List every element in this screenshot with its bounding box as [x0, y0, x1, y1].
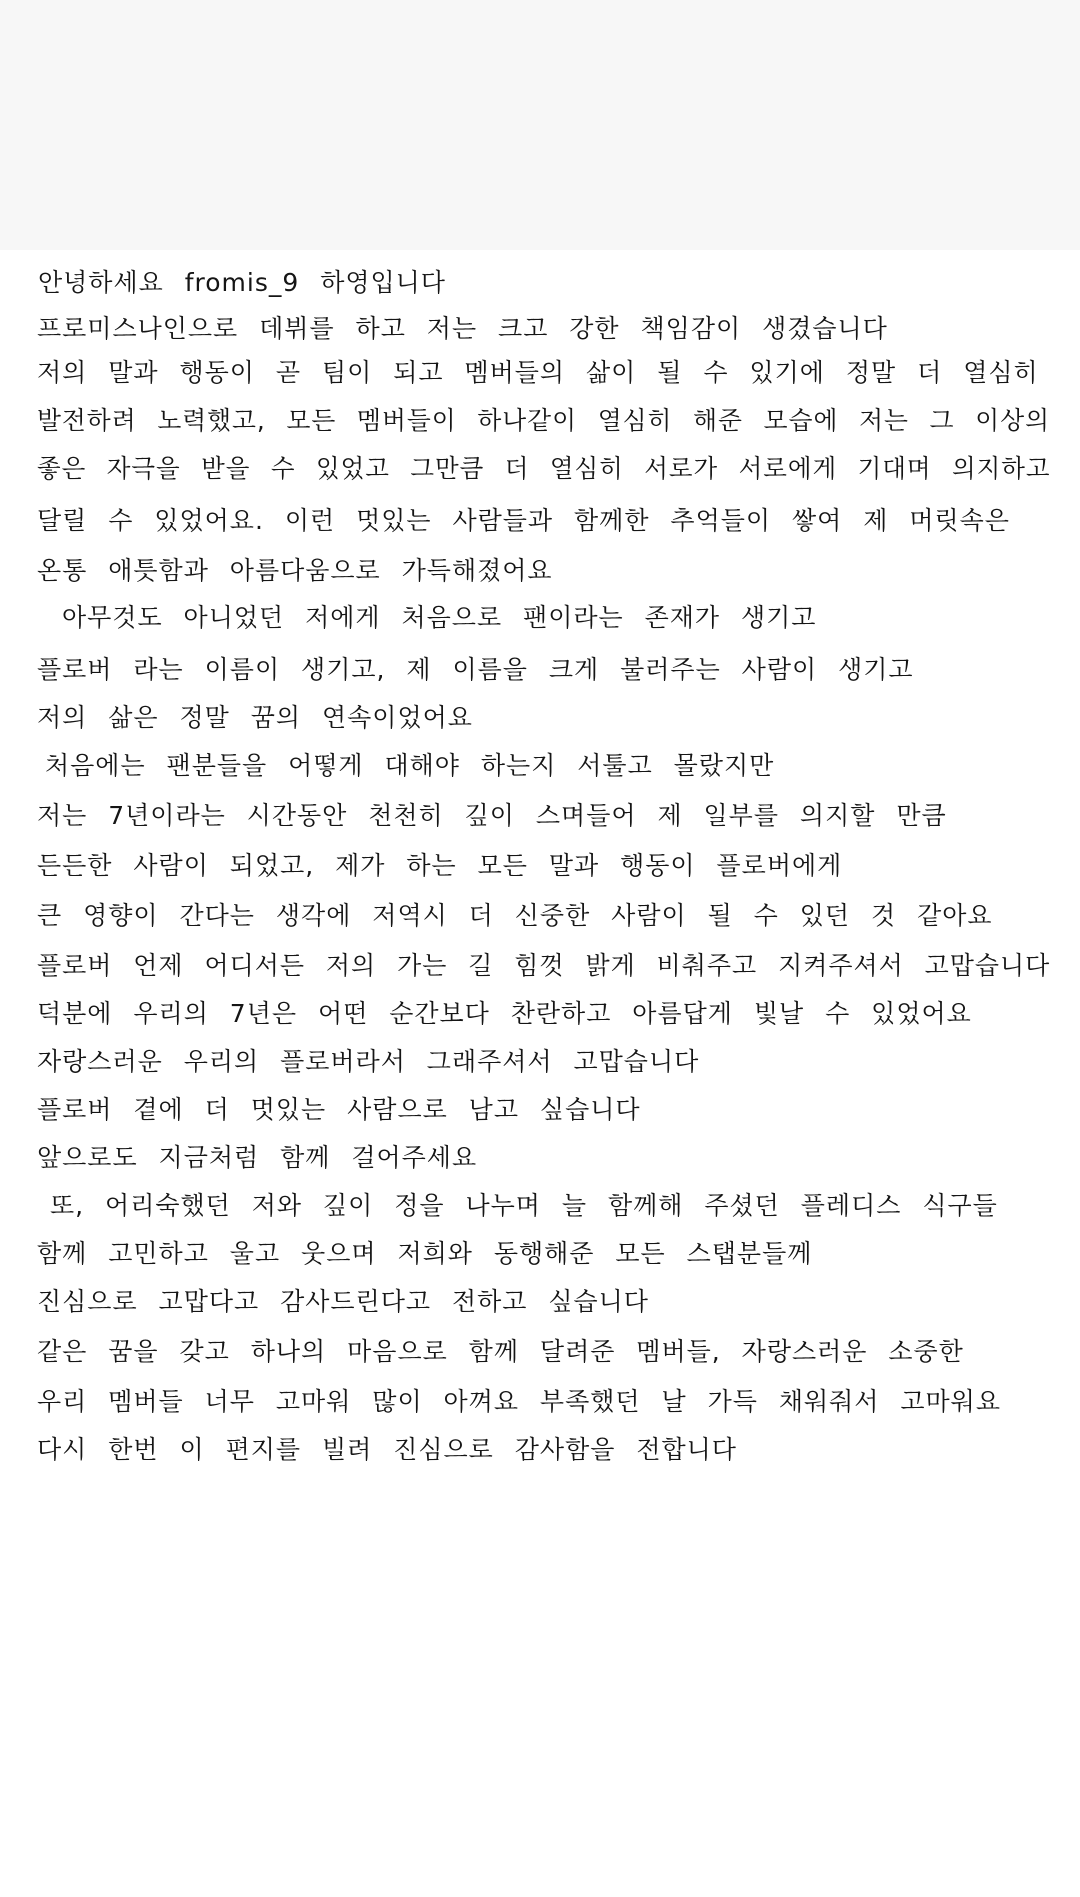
letter-line-4: 발전하려 노력했고, 모든 멤버들이 하나같이 열심히 해준 모습에 저는 그 이상의 — [37, 406, 1050, 435]
letter-line-9: 플로버 라는 이름이 생기고, 제 이름을 크게 불러주는 사람이 생기고 — [37, 655, 914, 684]
letter-line-21: 함께 고민하고 울고 웃으며 저희와 동행해준 모든 스탭분들께 — [37, 1239, 813, 1268]
letter-line-18: 플로버 곁에 더 멋있는 사람으로 남고 싶습니다 — [37, 1095, 641, 1124]
letter-line-15: 플로버 언제 어디서든 저의 가는 길 힘껏 밝게 비춰주고 지켜주셔서 고맙습니다 — [37, 951, 1051, 980]
letter-line-17: 자랑스러운 우리의 플로버라서 그래주셔서 고맙습니다 — [37, 1047, 700, 1076]
letter-line-7: 온통 애틋함과 아름다움으로 가득해졌어요 — [37, 556, 553, 585]
letter-line-12: 저는 7년이라는 시간동안 천천히 깊이 스며들어 제 일부를 의지할 만큼 — [37, 801, 947, 830]
letter-line-23: 같은 꿈을 갖고 하나의 마음으로 함께 달려준 멤버들, 자랑스러운 소중한 — [37, 1337, 964, 1366]
letter-line-6: 달릴 수 있었어요. 이런 멋있는 사람들과 함께한 추억들이 쌓여 제 머릿속은 — [37, 506, 1010, 535]
letter-line-24: 우리 멤버들 너무 고마워 많이 아껴요 부족했던 날 가득 채워줘서 고마워요 — [37, 1387, 1001, 1416]
letter-line-13: 든든한 사람이 되었고, 제가 하는 모든 말과 행동이 플로버에게 — [37, 851, 843, 880]
letter-line-8: 아무것도 아니었던 저에게 처음으로 팬이라는 존재가 생기고 — [62, 603, 817, 632]
handwritten-letter — [0, 250, 1080, 1897]
letter-line-1: 안녕하세요 fromis_9 하영입니다 — [38, 268, 446, 297]
top-blank-band — [0, 0, 1080, 250]
letter-line-14: 큰 영향이 간다는 생각에 저역시 더 신중한 사람이 될 수 있던 것 같아요 — [37, 901, 993, 930]
letter-line-10: 저의 삶은 정말 꿈의 연속이었어요 — [37, 703, 473, 732]
letter-line-3: 저의 말과 행동이 곧 팀이 되고 멤버들의 삶이 될 수 있기에 정말 더 열심히 — [37, 358, 1039, 387]
letter-line-19: 앞으로도 지금처럼 함께 걸어주세요 — [37, 1143, 478, 1172]
letter-line-16: 덕분에 우리의 7년은 어떤 순간보다 찬란하고 아름답게 빛날 수 있었어요 — [37, 999, 972, 1028]
letter-line-2: 프로미스나인으로 데뷔를 하고 저는 크고 강한 책임감이 생겼습니다 — [37, 314, 888, 343]
letter-line-20: 또, 어리숙했던 저와 깊이 정을 나누며 늘 함께해 주셨던 플레디스 식구들 — [50, 1191, 998, 1220]
letter-line-22: 진심으로 고맙다고 감사드린다고 전하고 싶습니다 — [37, 1287, 649, 1316]
letter-line-11: 처음에는 팬분들을 어떻게 대해야 하는지 서툴고 몰랐지만 — [45, 751, 775, 780]
letter-line-5: 좋은 자극을 받을 수 있었고 그만큼 더 열심히 서로가 서로에게 기대며 의지하고 — [37, 454, 1051, 483]
letter-line-25: 다시 한번 이 편지를 빌려 진심으로 감사함을 전합니다 — [37, 1435, 737, 1464]
